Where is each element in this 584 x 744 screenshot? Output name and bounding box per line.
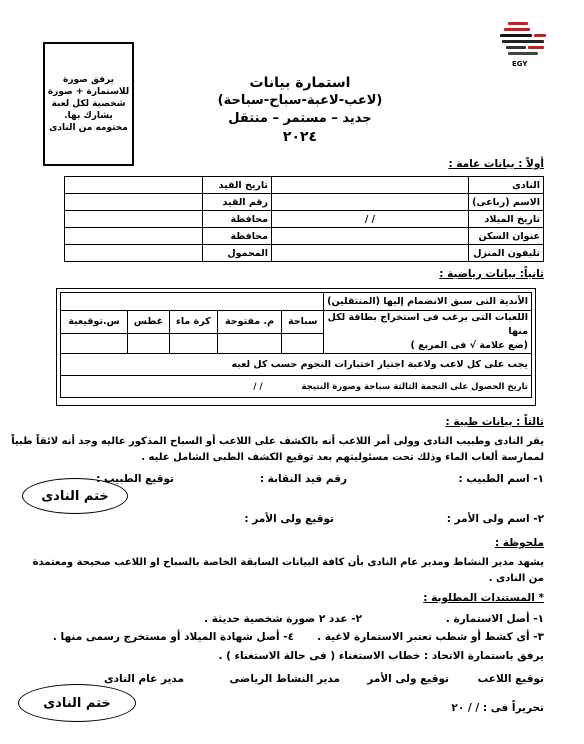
- game-open-water: م. مفتوحة: [217, 311, 282, 334]
- general-manager-signature: مدير عام النادى: [104, 673, 184, 685]
- notes-para-2: من النادى .: [488, 573, 544, 584]
- label-governorate-2: محافظة: [203, 228, 272, 245]
- section2-heading: ثانياً: بيانات رياضية :: [439, 268, 544, 280]
- documents-heading: * المستندات المطلوبة :: [423, 592, 544, 604]
- club-field[interactable]: [272, 177, 469, 194]
- label-registration-date: تاريخ القيد: [203, 177, 272, 194]
- governorate-field[interactable]: [65, 211, 203, 228]
- label-mobile: المحمول: [203, 245, 272, 262]
- registration-date-field[interactable]: [65, 177, 203, 194]
- section1-heading: أولاً : بيانات عامة :: [448, 158, 544, 170]
- doctor-signature-label: توقيع الطبيب :: [96, 473, 174, 485]
- club-stamp-medical: ختم النادى: [22, 478, 128, 514]
- checkbox-swimming[interactable]: [282, 333, 324, 353]
- photo-box-line: شخصية لكل لعبة: [51, 99, 126, 109]
- stars-note: يجب على كل لاعب ولاعبة اجتياز اختبارات النجوم حسب كل لعبه: [61, 354, 532, 376]
- photo-box: [43, 42, 134, 166]
- title-line-2: (لاعب-لاعبة-سباح-سباحة): [217, 93, 383, 108]
- document-2: ٢- عدد ٢ صورة شخصية حديثة .: [204, 613, 362, 625]
- label-full-name: الاسم (رباعى): [469, 194, 544, 211]
- title-year: ٢٠٢٤: [282, 129, 318, 145]
- previous-clubs-field[interactable]: [61, 293, 324, 311]
- mobile-field[interactable]: [65, 245, 203, 262]
- address-field[interactable]: [272, 228, 469, 245]
- game-artistic-swimming: س.توقيعية: [61, 311, 128, 334]
- label-birth-date: تاريخ الميلاد: [469, 211, 544, 228]
- governorate-2-field[interactable]: [65, 228, 203, 245]
- union-attachment-line: يرفق باستمارة الاتحاد : خطاب الاستغناء ( فى حالة الاستغناء ) .: [218, 650, 544, 662]
- medical-para-1: يقر النادى وطبيب النادى وولى أمر اللاعب أنه بالكشف على اللاعب أو السباح المذكور عاليه وجد أنه لائقاً طبياً: [11, 436, 544, 447]
- guardian-name-label: ٢- اسم ولى الأمر :: [446, 513, 544, 525]
- union-number-label: رقم قيد النقابة :: [259, 473, 347, 485]
- general-data-table: [64, 176, 544, 262]
- game-water-polo: كرة ماء: [169, 311, 217, 334]
- game-diving: غطس: [128, 311, 170, 334]
- guardian-signature-footer: توقيع ولى الأمر: [367, 673, 449, 685]
- document-1: ١- أصل الاستمارة .: [445, 613, 544, 625]
- label-games: [324, 311, 532, 354]
- club-stamp-footer: ختم النادى: [18, 684, 136, 722]
- photo-box-line: للاستمارة + صورة: [47, 87, 130, 97]
- third-star-date[interactable]: / /: [253, 381, 263, 392]
- label-governorate: محافظة: [203, 211, 272, 228]
- notes-para-1: يشهد مدير النشاط ومدير عام النادى بأن كافة البيانات السابقة الخاصة بالسباح او اللاعب صحيحة ومعتمدة: [32, 557, 544, 568]
- sports-data-box: [56, 288, 536, 406]
- title-line-1: استمارة بيانات: [249, 75, 351, 91]
- third-star-label: تاريخ الحصول على النجمة الثالثة سباحة وصورة النتيجة: [301, 381, 528, 392]
- activity-director-signature: مدير النشاط الرياضى: [229, 673, 340, 685]
- label-home-phone: تليفون المنزل: [469, 245, 544, 262]
- section3-heading: ثالثاً : بيانات طبية :: [445, 416, 544, 428]
- label-club: النادى: [469, 177, 544, 194]
- third-star-row: [61, 376, 532, 398]
- document-3: ٣- أى كشط أو شطب تعتبر الاستمارة لاغية .: [317, 631, 544, 643]
- title-line-3: جديد – مستمر – منتقل: [228, 111, 372, 126]
- doctor-name-label: ١- اسم الطبيب :: [458, 473, 544, 485]
- registration-number-field[interactable]: [65, 194, 203, 211]
- guardian-signature-label: توقيع ولى الأمر :: [244, 513, 334, 525]
- medical-para-2: لممارسة ألعاب الماء وذلك تحت مسئوليتهم بعد توقيع الكشف الطبى الشامل عليه .: [141, 452, 544, 463]
- label-previous-clubs: الأندية التى سبق الانضمام إليها (المنتقلين): [324, 293, 532, 311]
- games-label-line-2: (ضع علامة √ فى المربع ): [410, 340, 528, 351]
- birth-date-field[interactable]: / /: [272, 211, 469, 228]
- label-registration-number: رقم القيد: [203, 194, 272, 211]
- full-name-field[interactable]: [272, 194, 469, 211]
- checkbox-artistic-swimming[interactable]: [61, 333, 128, 353]
- games-label-line-1: اللعبات التى يرغب فى استخراج بطاقة لكل منها: [327, 312, 528, 337]
- federation-logo: [498, 22, 550, 74]
- label-address: عنوان السكن: [469, 228, 544, 245]
- photo-box-line: يشارك بها.: [64, 111, 113, 121]
- player-signature-label: توقيع اللاعب: [477, 673, 544, 685]
- logo-caption: EGY: [512, 60, 528, 68]
- form-title: [180, 74, 420, 146]
- photo-box-line: مختومه من النادى: [49, 123, 128, 133]
- photo-box-line: يرفق صورة: [63, 75, 114, 85]
- document-4: ٤- أصل شهادة الميلاد أو مستخرج رسمى منها .: [52, 631, 294, 643]
- checkbox-diving[interactable]: [128, 333, 170, 353]
- checkbox-water-polo[interactable]: [169, 333, 217, 353]
- issue-date: تحريراً فى : / / ٢٠: [451, 702, 544, 714]
- home-phone-field[interactable]: [272, 245, 469, 262]
- game-swimming: سباحة: [282, 311, 324, 334]
- sports-data-table: [60, 292, 532, 398]
- checkbox-open-water[interactable]: [217, 333, 282, 353]
- notes-heading: ملحوظة :: [494, 537, 544, 549]
